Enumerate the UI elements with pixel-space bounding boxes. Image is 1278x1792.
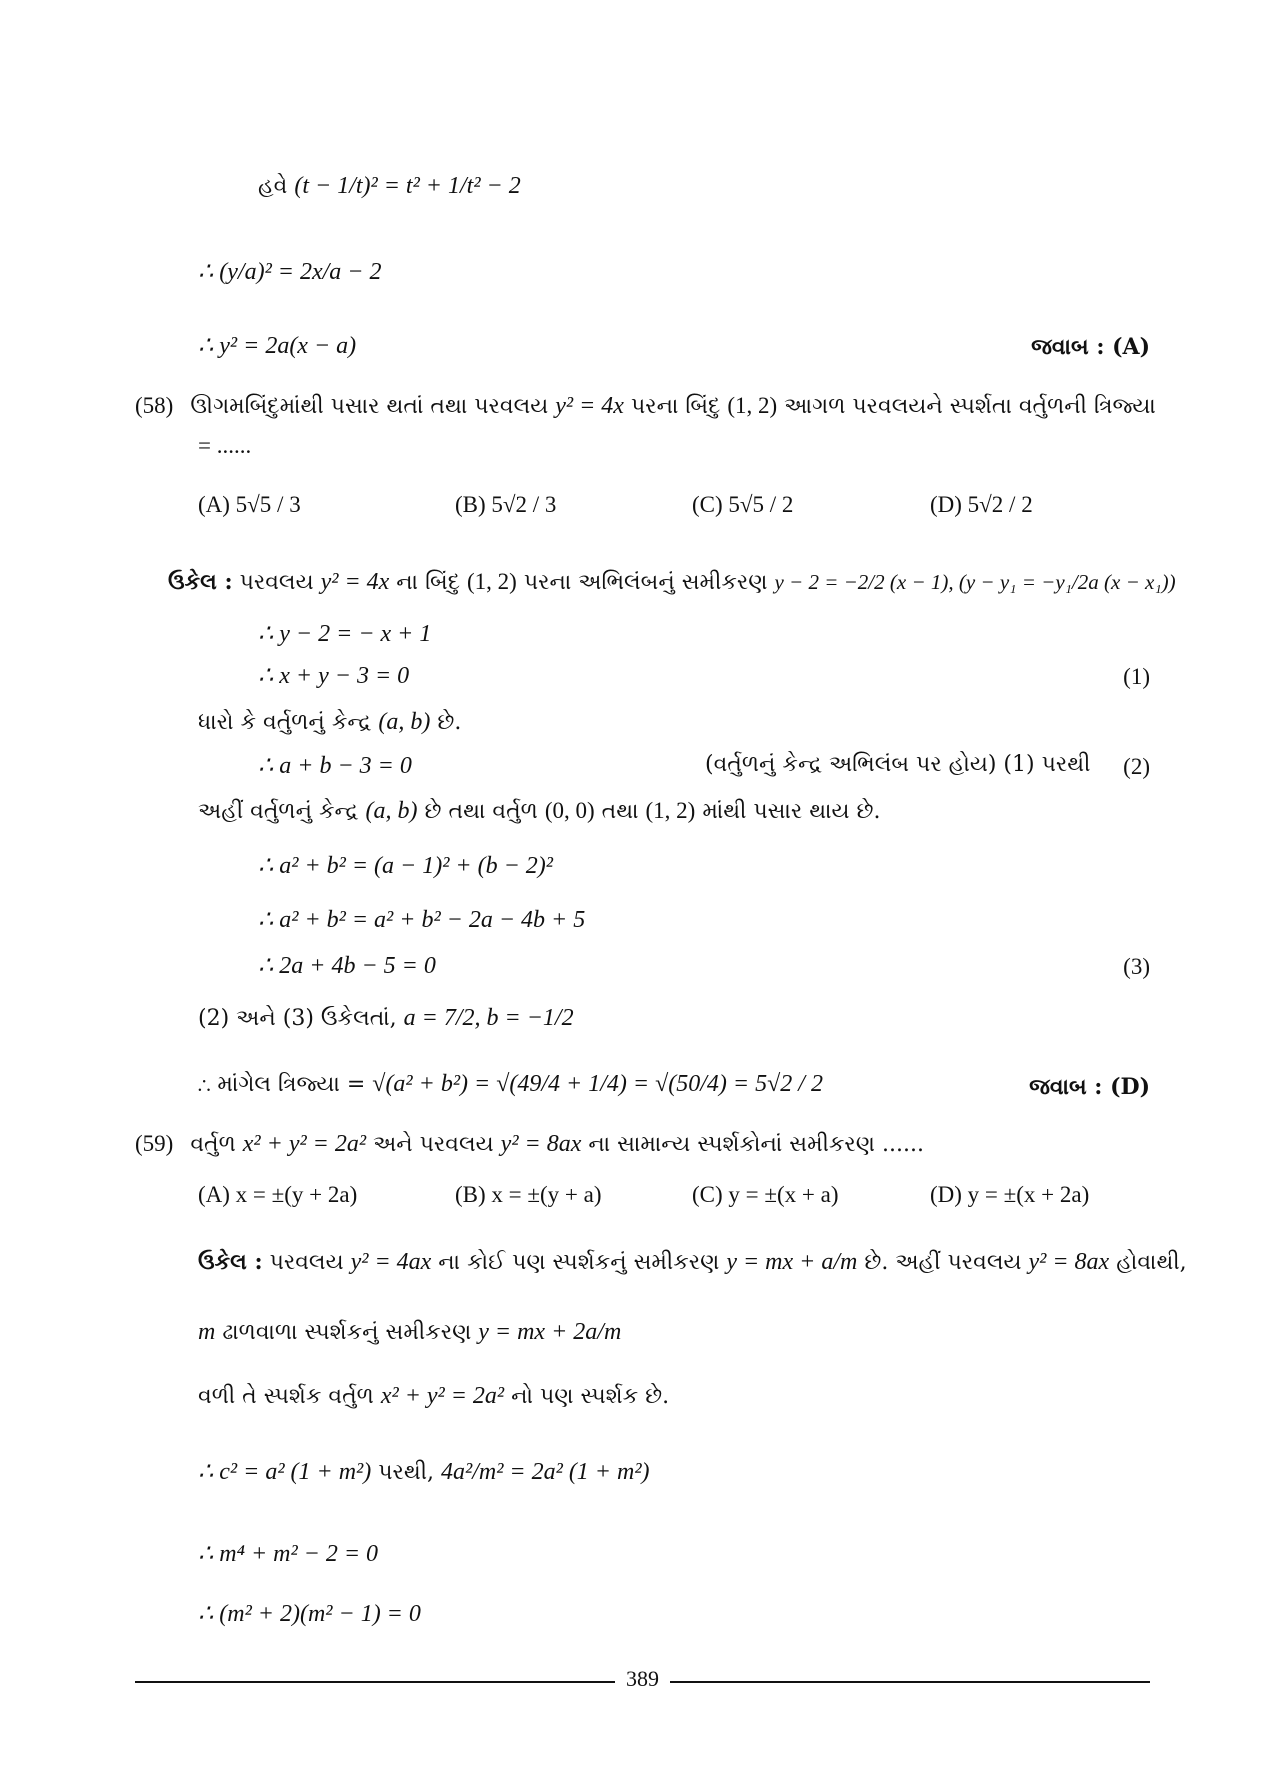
- q58-text-f: = ......: [198, 433, 252, 458]
- q58-option-d: (D) 5√2 / 2: [930, 492, 1033, 517]
- q57-line-3: ∴ y² = 2a(x − a): [198, 333, 357, 359]
- q58-s6-b: (a, b): [365, 798, 418, 824]
- q58-s6-a: અહીં વર્તુળનું કેન્દ્ર: [198, 799, 359, 824]
- q59-question: [135, 1130, 924, 1159]
- q58-sol-l1-b: y² = 4x: [320, 569, 390, 595]
- q58-step-4: [198, 708, 461, 737]
- q58-s6-c: છે તથા વર્તુળ: [424, 799, 538, 824]
- q58-s11-a: ∴ માંગેલ ત્રિજ્યા =: [198, 1072, 366, 1097]
- q59-sol-l1-b: y² = 4ax: [350, 1249, 432, 1275]
- q58-step-10: [198, 1004, 574, 1033]
- q58-s10-b: a = 7/2, b = −1/2: [403, 1005, 574, 1031]
- q58-number: (58): [135, 393, 174, 418]
- q59-sol-l1-a: પરવલય: [269, 1250, 344, 1275]
- q59-option-a: (A) x = ±(y + 2a): [198, 1182, 358, 1207]
- q57-answer: જવાબ : (A): [1031, 334, 1150, 360]
- q58-text-d: (1, 2): [727, 393, 778, 418]
- q58-step-9: ∴ 2a + 4b − 5 = 0: [258, 953, 436, 979]
- q59-s2-a: m: [198, 1319, 216, 1345]
- q58-sol-l1-f: y − 2 = −2/2 (x − 1), (y − y₁ = −y₁/2a (x − x₁)): [774, 570, 1176, 594]
- q59-text-a: વર્તુળ: [190, 1132, 236, 1157]
- q58-sol-l1-c: ના બિંદુ: [396, 570, 461, 595]
- q59-step-5: ∴ m⁴ + m² − 2 = 0: [198, 1541, 379, 1567]
- page-number: 389: [626, 1666, 659, 1691]
- q58-option-c: (C) 5√5 / 2: [692, 492, 794, 517]
- q58-solution-line-1: [168, 568, 1176, 597]
- q58-s6-d: (0, 0): [544, 798, 595, 823]
- q59-sol-l1-f: y² = 8ax: [1028, 1249, 1110, 1275]
- q59-sol-l1-c: ના કોઈ પણ સ્પર્શકનું સમીકરણ: [438, 1250, 720, 1275]
- q59-s3-c: નો પણ સ્પર્શક છે.: [511, 1384, 670, 1409]
- q59-text-d: y² = 8ax: [500, 1131, 582, 1157]
- q58-s6-g: માંથી પસાર થાય છે.: [702, 799, 881, 824]
- q58-answer: જવાબ : (D): [1029, 1074, 1150, 1100]
- q57-line-1-prefix: હવે: [258, 174, 288, 199]
- q57-line-2: ∴ (y/a)² = 2x/a − 2: [198, 259, 382, 285]
- footer-rule-right: [670, 1681, 1150, 1683]
- q59-s3-b: x² + y² = 2a²: [380, 1383, 505, 1409]
- q58-step-8: ∴ a² + b² = a² + b² − 2a − 4b + 5: [258, 907, 586, 933]
- q59-s3-a: વળી તે સ્પર્શક વર્તુળ: [198, 1384, 374, 1409]
- q59-s4-a: ∴ c² = a² (1 + m²): [198, 1459, 372, 1485]
- q59-s4-c: 4a²/m² = 2a² (1 + m²): [441, 1459, 650, 1485]
- q58-s6-e: તથા: [601, 799, 639, 824]
- q58-solution-label: ઉકેલ :: [168, 569, 233, 595]
- q58-step-2: ∴ y − 2 = − x + 1: [258, 621, 432, 647]
- q58-step-5: ∴ a + b − 3 = 0: [258, 753, 412, 779]
- q59-s4-b: પરથી,: [378, 1460, 435, 1485]
- q59-step-3: [198, 1382, 669, 1411]
- q58-sol-l1-e: પરના અભિલંબનું સમીકરણ: [523, 570, 768, 595]
- q58-s4-a: ધારો કે વર્તુળનું કેન્દ્ર: [198, 710, 372, 735]
- q57-line-1-math: (t − 1/t)² = t² + 1/t² − 2: [294, 173, 521, 199]
- q59-text-e: ના સામાન્ય સ્પર્શકોનાં સમીકરણ ......: [588, 1132, 924, 1157]
- q58-text-b: y² = 4x: [555, 393, 624, 419]
- q58-option-a: (A) 5√5 / 3: [198, 492, 301, 517]
- q59-solution-line-1: [198, 1248, 1187, 1277]
- q58-question: [135, 392, 1156, 421]
- q58-step-3: ∴ x + y − 3 = 0: [258, 663, 410, 689]
- q59-text-b: x² + y² = 2a²: [242, 1131, 367, 1157]
- q59-step-2: [198, 1318, 621, 1347]
- q59-option-c: (C) y = ±(x + a): [692, 1182, 839, 1207]
- q59-sol-l1-e: છે. અહીં પરવલય: [864, 1250, 1022, 1275]
- q58-s11-b: √(a² + b²) = √(49/4 + 1/4) = √(50/4) = 5√2 / 2: [372, 1071, 823, 1097]
- q59-solution-label: ઉકેલ :: [198, 1249, 263, 1275]
- q59-option-d: (D) y = ±(x + 2a): [930, 1182, 1090, 1207]
- q58-sol-l1-a: પરવલય: [239, 570, 314, 595]
- q58-step-6: [198, 797, 881, 826]
- q59-sol-l1-d: y = mx + a/m: [726, 1249, 858, 1275]
- q59-step-6: ∴ (m² + 2)(m² − 1) = 0: [198, 1601, 421, 1627]
- q58-step-7: ∴ a² + b² = (a − 1)² + (b − 2)²: [258, 853, 553, 879]
- q58-step-5-note: (વર્તુળનું કેન્દ્ર અભિલંબ પર હોય) (1) પરથી: [705, 752, 1091, 777]
- q58-equation-tag-1: (1): [1123, 664, 1150, 689]
- q58-text-c: પરના બિંદુ: [630, 394, 721, 419]
- q58-s10-a: (2) અને (3) ઉકેલતાં,: [198, 1006, 397, 1031]
- q59-s2-b: ઢાળવાળા સ્પર્શકનું સમીકરણ: [222, 1320, 472, 1345]
- q58-equation-tag-2: (2): [1123, 754, 1150, 779]
- q59-step-4: [198, 1458, 650, 1487]
- q58-text-e: આગળ પરવલયને સ્પર્શતા વર્તુળની ત્રિજ્યા: [784, 394, 1156, 419]
- q59-option-b: (B) x = ±(y + a): [455, 1182, 602, 1207]
- q59-sol-l1-g: હોવાથી,: [1116, 1250, 1187, 1275]
- q59-number: (59): [135, 1131, 174, 1156]
- q59-s2-c: y = mx + 2a/m: [478, 1319, 622, 1345]
- q58-s4-b: (a, b): [378, 709, 431, 735]
- q58-equation-tag-3: (3): [1123, 954, 1150, 979]
- q59-text-c: અને પરવલય: [373, 1132, 494, 1157]
- q58-s4-c: છે.: [437, 710, 462, 735]
- q58-step-11: [198, 1070, 823, 1099]
- q57-line-1: [258, 172, 521, 201]
- page-footer: [135, 1666, 1150, 1696]
- q58-text-a: ઊગમબિંદુમાંથી પસાર થતાં તથા પરવલય: [190, 394, 549, 419]
- q58-s6-f: (1, 2): [645, 798, 696, 823]
- q58-option-b: (B) 5√2 / 3: [455, 492, 557, 517]
- q58-sol-l1-d: (1, 2): [467, 569, 517, 594]
